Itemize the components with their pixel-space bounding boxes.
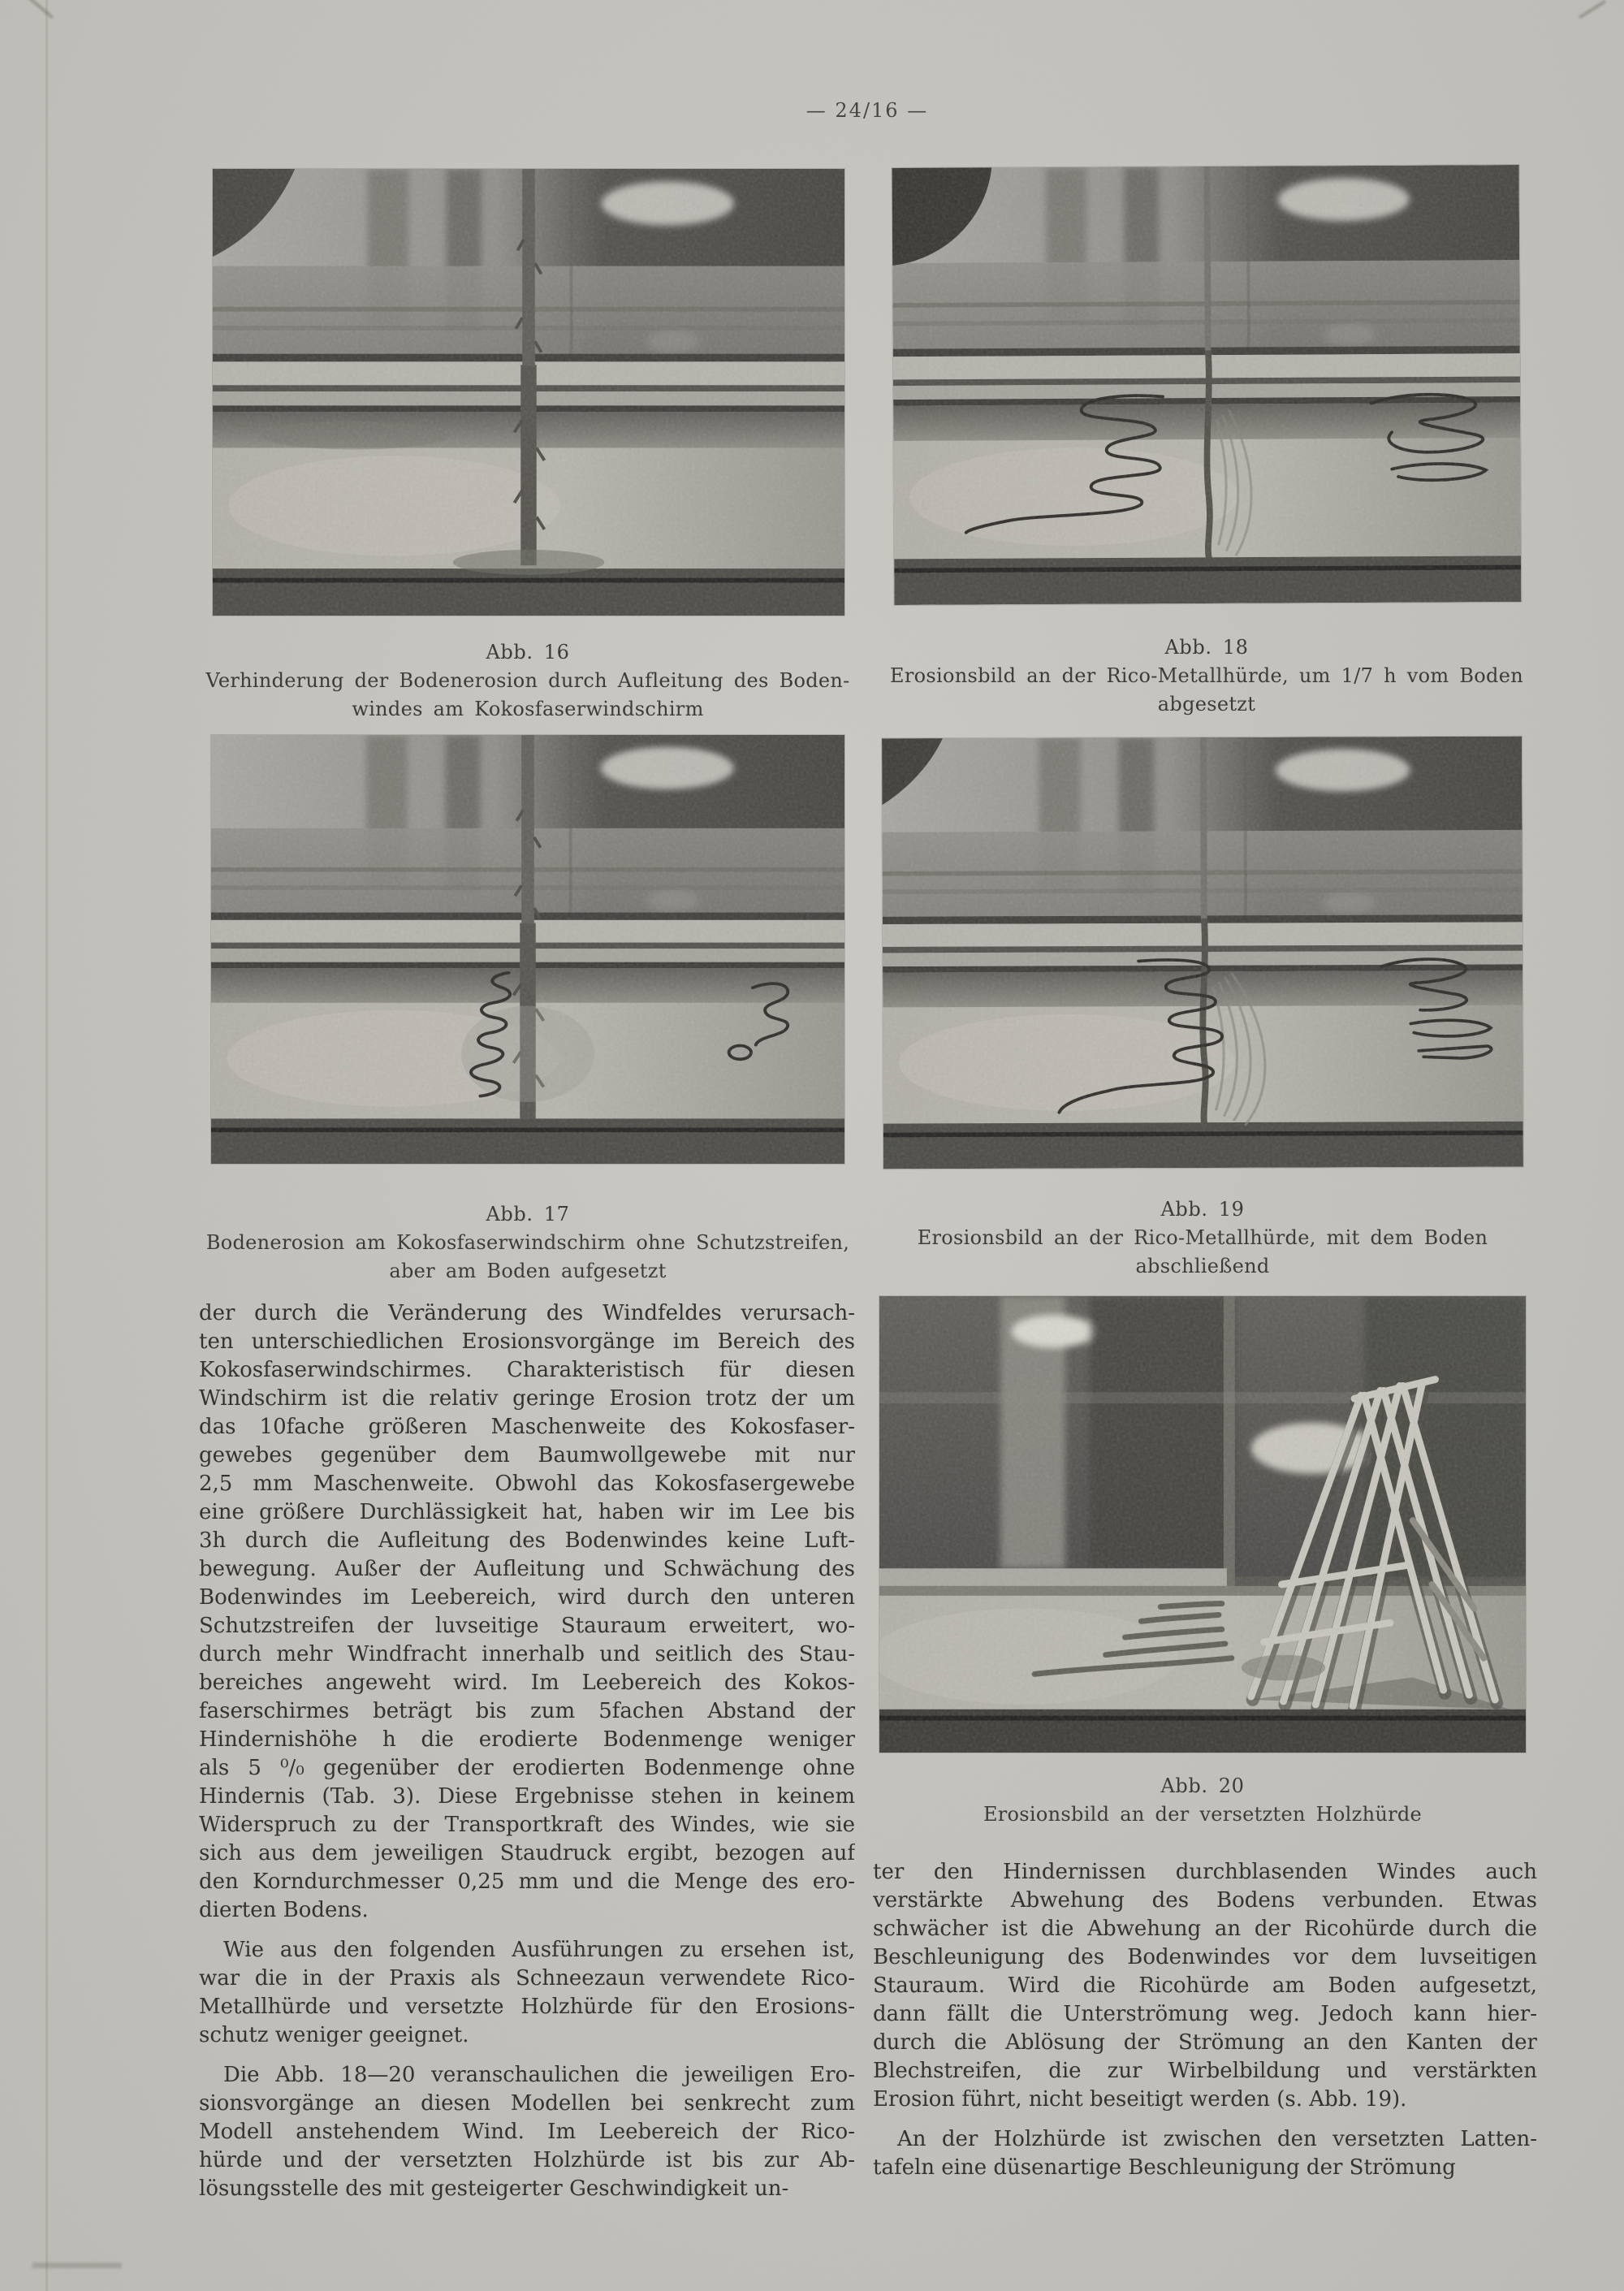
- photo-abb-18: [892, 165, 1522, 605]
- text-line: sionsvorgänge an diesen Modellen bei senkrecht zum: [199, 2091, 855, 2116]
- text-line: bewegung. Außer der Aufleitung und Schwächung des: [199, 1557, 855, 1581]
- text-line: Bodenwindes im Leebereich, wird durch den unteren: [199, 1585, 855, 1610]
- figure-caption-19: [878, 1195, 1527, 1281]
- scan-artifact: [24, 0, 54, 19]
- text-line: faserschirmes beträgt bis zum 5fachen Abstand der: [199, 1699, 855, 1723]
- figure-caption-16: [203, 638, 853, 724]
- paragraph: [199, 1936, 855, 2050]
- text-line: hürde und der versetzten Holzhürde ist bis zur Ab-: [199, 2148, 855, 2172]
- text-line: durch mehr Windfracht innerhalb und seitlich des Stau-: [199, 1642, 855, 1666]
- photo-abb-19: [882, 737, 1523, 1169]
- text-line: 2,5 mm Maschenweite. Obwohl das Kokosfasergewebe: [199, 1472, 855, 1496]
- figure-caption-18: [882, 633, 1531, 719]
- figure-caption-20: [878, 1772, 1527, 1829]
- text-line: war die in der Praxis als Schneezaun verwendete Rico-: [199, 1966, 855, 1991]
- photo-abb-16: [213, 169, 844, 616]
- text-line: der durch die Veränderung des Windfeldes verursach-: [199, 1301, 855, 1325]
- paragraph: [199, 1299, 855, 1925]
- paragraph: [873, 2125, 1537, 2182]
- text-line: Blechstreifen, die zur Wirbelbildung und verstärkten: [873, 2059, 1537, 2083]
- text-line: gewebes gegenüber dem Baumwollgewebe mit nur: [199, 1443, 855, 1468]
- text-line: Schutzstreifen der luvseitige Stauraum erweitert, wo-: [199, 1614, 855, 1638]
- text-line: Modell anstehendem Wind. Im Leebereich der Rico-: [199, 2120, 855, 2144]
- text-line: Stauraum. Wird die Ricohürde am Boden aufgesetzt,: [873, 1973, 1537, 1998]
- text-line: ten unterschiedlichen Erosionsvorgänge im Bereich des: [199, 1329, 855, 1354]
- caption-line: abschließend: [1135, 1255, 1270, 1277]
- text-line: Kokosfaserwindschirmes. Charakteristisch für diesen: [199, 1358, 855, 1382]
- text-line: Windschirm ist die relativ geringe Erosion trotz der um: [199, 1386, 855, 1411]
- text-line: das 10fache größeren Maschenweite des Kokosfaser-: [199, 1415, 855, 1439]
- caption-line: aber am Boden aufgesetzt: [389, 1260, 667, 1282]
- figure-label: Abb. 19: [1160, 1198, 1245, 1221]
- text-line: verstärkte Abwehung des Bodens verbunden. Etwas: [873, 1888, 1537, 1913]
- figure-label: Abb. 16: [486, 641, 570, 664]
- text-line: sich aus dem jeweiligen Staudruck ergibt, bezogen auf: [199, 1841, 855, 1865]
- figure-label: Abb. 20: [1160, 1774, 1245, 1797]
- figure-label: Abb. 18: [1164, 636, 1249, 659]
- body-column-left: [199, 1299, 855, 2203]
- text-line: Widerspruch zu der Transportkraft des Windes, wie sie: [199, 1813, 855, 1837]
- caption-line: Verhinderung der Bodenerosion durch Aufleitung des Boden-: [205, 669, 850, 692]
- photo-abb-17: [211, 735, 844, 1164]
- text-line: Hindernis (Tab. 3). Diese Ergebnisse stehen in keinem: [199, 1784, 855, 1809]
- body-column-right: [873, 1858, 1537, 2182]
- text-line: Wie aus den folgenden Ausführungen zu ersehen ist,: [223, 1938, 855, 1962]
- page-number: — 24/16 —: [806, 99, 929, 122]
- caption-line: Erosionsbild an der versetzten Holzhürde: [983, 1803, 1423, 1826]
- photo-abb-20: [879, 1296, 1526, 1753]
- text-line: den Korndurchmesser 0,25 mm und die Menge des ero-: [199, 1870, 855, 1894]
- text-line: Die Abb. 18—20 veranschaulichen die jeweiligen Ero-: [223, 2063, 855, 2087]
- text-line: Beschleunigung des Bodenwindes vor dem luvseitigen: [873, 1945, 1537, 1969]
- paper-crease: [45, 0, 48, 2291]
- text-line: schutz weniger geeignet.: [199, 2023, 469, 2047]
- text-line: Metallhürde und versetzte Holzhürde für den Erosions-: [199, 1995, 855, 2019]
- text-line: eine größere Durchlässigkeit hat, haben wir im Lee bis: [199, 1500, 855, 1524]
- scan-artifact: [32, 2263, 122, 2268]
- caption-line: Bodenerosion am Kokosfaserwindschirm ohne Schutzstreifen,: [205, 1231, 850, 1254]
- caption-line: Erosionsbild an der Rico-Metallhürde, um 1/7 h vom Boden: [890, 664, 1523, 687]
- figure-caption-17: [203, 1200, 853, 1286]
- text-line: lösungsstelle des mit gesteigerter Geschwindigkeit un-: [199, 2176, 789, 2201]
- text-line: ter den Hindernissen durchblasenden Windes auch: [873, 1860, 1537, 1884]
- text-line: Hindernishöhe h die erodierte Bodenmenge weniger: [199, 1727, 855, 1752]
- caption-line: abgesetzt: [1157, 693, 1256, 715]
- caption-line: Erosionsbild an der Rico-Metallhürde, mit dem Boden: [917, 1226, 1488, 1249]
- text-line: dierten Bodens.: [199, 1898, 369, 1922]
- text-line: dann fällt die Unterströmung weg. Jedoch kann hier-: [873, 2002, 1537, 2026]
- paragraph: [199, 2061, 855, 2203]
- text-line: tafeln eine düsenartige Beschleunigung der Strömung: [873, 2155, 1456, 2180]
- text-line: schwächer ist die Abwehung an der Ricohürde durch die: [873, 1917, 1537, 1941]
- text-line: An der Holzhürde ist zwischen den versetzten Latten-: [897, 2127, 1537, 2151]
- text-line: Erosion führt, nicht beseitigt werden (s. Abb. 19).: [873, 2087, 1407, 2112]
- text-line: durch die Ablösung der Strömung an den Kanten der: [873, 2030, 1537, 2055]
- figure-label: Abb. 17: [486, 1203, 570, 1225]
- text-line: 3h durch die Aufleitung des Bodenwindes keine Luft-: [199, 1528, 855, 1553]
- scan-artifact: [1579, 0, 1606, 19]
- text-line: als 5 ⁰/₀ gegenüber der erodierten Bodenmenge ohne: [199, 1756, 855, 1780]
- text-line: bereiches angeweht wird. Im Leebereich des Kokos-: [199, 1671, 855, 1695]
- caption-line: windes am Kokosfaserwindschirm: [352, 698, 704, 720]
- paragraph: [873, 1858, 1537, 2114]
